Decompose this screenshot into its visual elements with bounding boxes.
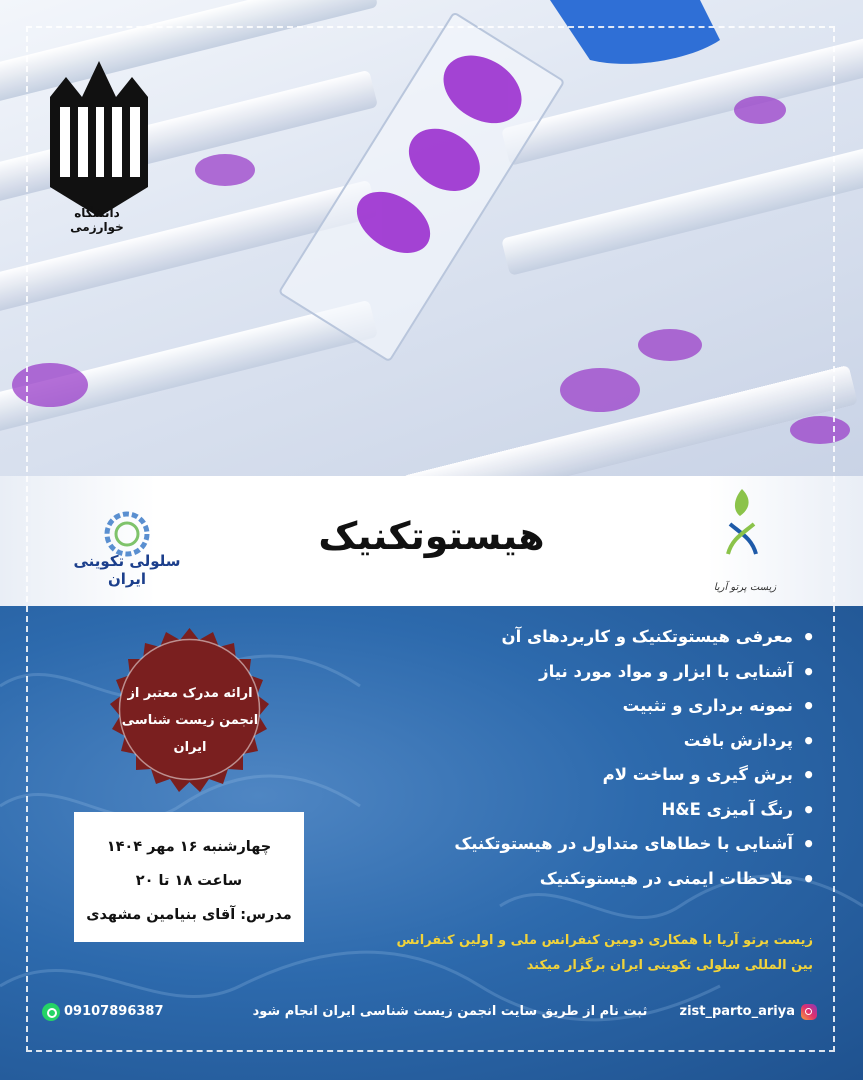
instructor: مدرس: آقای بنیامین مشهدی [86,907,292,923]
event-date: چهارشنبه ۱۶ مهر ۱۴۰۴ [106,839,272,855]
topics-list [399,620,819,896]
event-time: ساعت ۱۸ تا ۲۰ [135,873,243,889]
list-item: • آشنایی با ابزار و مواد مورد نیاز [399,655,819,690]
list-item: • آشنایی با خطاهای متداول در هیستوتکنیک [399,827,819,862]
phone-number: 09107896387 [64,1004,164,1019]
whatsapp-icon [42,1003,60,1021]
event-info-box [74,812,304,942]
instagram-icon [801,1004,817,1020]
instagram-handle: zist_parto_ariya [679,1004,795,1019]
list-item: • پردازش بافت [399,724,819,759]
university-name: دانشگاه خوارزمی [70,206,124,234]
list-item: • ملاحظات ایمنی در هیستوتکنیک [399,862,819,897]
phone-contact[interactable] [42,1001,164,1023]
conference-logo-title: سلولی تکوینی ایران [73,552,181,588]
list-item: • نمونه برداری و تثبیت [399,689,819,724]
zist-parto-ariya-logo [712,484,772,564]
organizer-logo-text: زیست پرتو آریا [713,582,777,593]
page-title: هیستوتکنیک [318,514,545,558]
list-item: • رنگ آمیزی H&E [399,793,819,828]
kharazmi-university-logo [46,42,152,232]
instagram-contact[interactable] [680,1001,818,1023]
registration-note: ثبت نام از طریق سایت انجمن زیست شناسی ایران انجام شود [252,1004,648,1019]
list-item: • برش گیری و ساخت لام [399,758,819,793]
collaboration-note: زیست پرتو آریا با همکاری دومین کنفرانس ملی و اولین کنفرانس بین المللی سلولی تکوینی ایران برگزار میکند [396,933,813,973]
list-item: • معرفی هیستوتکنیک و کاربردهای آن [399,620,819,655]
certificate-text: ارائه مدرک معتبر از انجمن زیست شناسی ایران [121,686,259,755]
